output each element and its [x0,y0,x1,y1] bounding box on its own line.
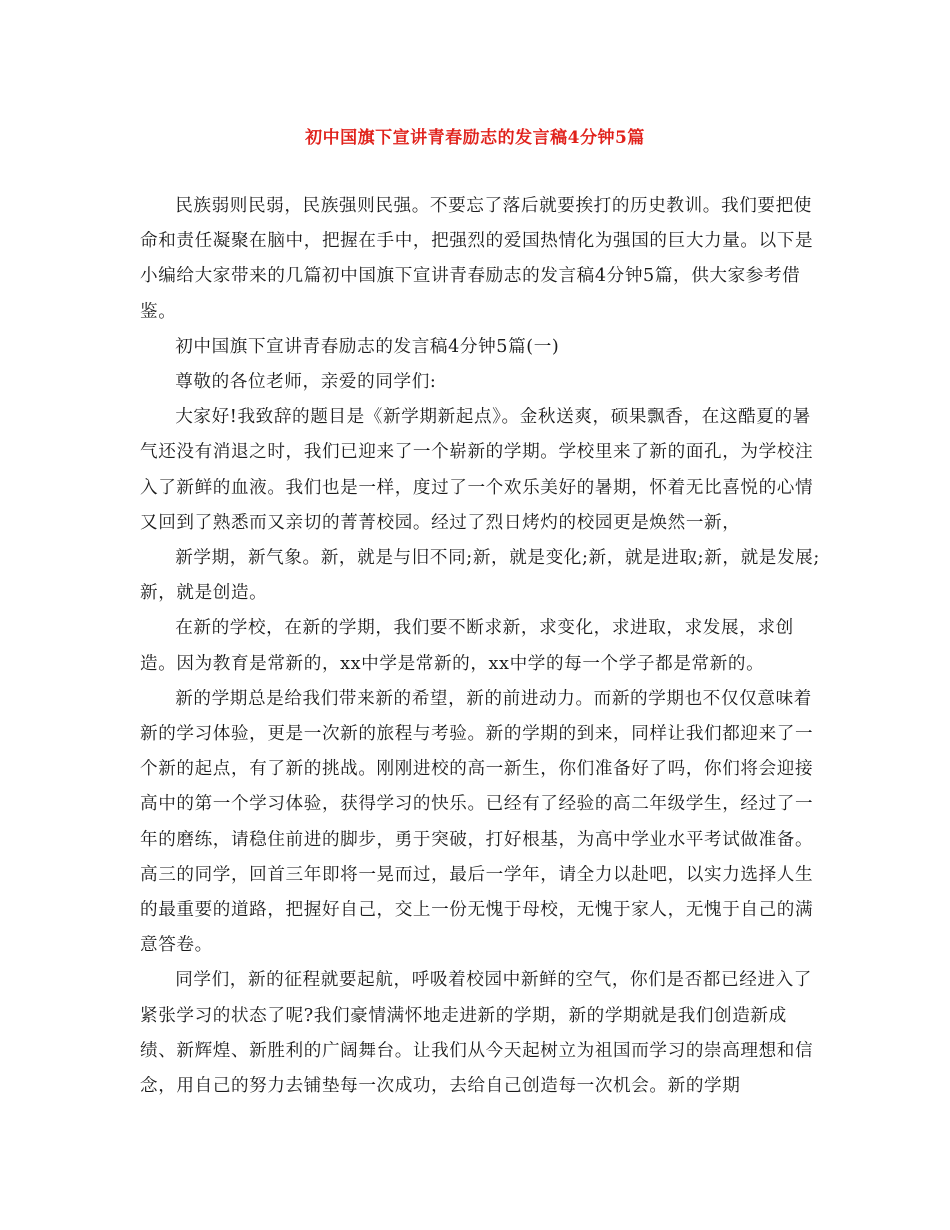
paragraph-section-heading: 初中国旗下宣讲青春励志的发言稿4分钟5篇(一) [175,336,560,357]
paragraph-greeting: 大家好!我致辞的题目是《新学期新起点》。金秋送爽，硕果飘香，在这酷夏的暑气还没有消退之时，我们已迎来了一个崭新的学期。学校里来了新的面孔，为学校注入了新鲜的血液。我们也是一样，度过了一个欢乐美好的暑期，怀着无比喜悦的心情又回到了熟悉而又亲切的菁菁校园。经过了烈日烤灼的校园更是焕然一新， [140,407,814,533]
paragraph-new-semester: 新学期，新气象。新，就是与旧不同;新，就是变化;新，就是进取;新，就是发展;新，就是创造。 [140,548,820,604]
paragraph-classmates: 同学们，新的征程就要起航，呼吸着校园中新鲜的空气，你们是否都已经进入了紧张学习的状态了呢?我们豪情满怀地走进新的学期，新的学期就是我们创造新成绩、新辉煌、新胜利的广阔舞台。让我们从今天起树立为祖国而学习的崇高理想和信念，用自己的努力去铺垫每一次成功，去给自己创造每一次机会。新的学期 [140,970,814,1097]
document-body [140,189,820,1104]
paragraph-intro: 民族弱则民弱，民族强则民强。不要忘了落后就要挨打的历史教训。我们要把使命和责任凝聚在脑中，把握在手中，把强烈的爱国热情化为强国的巨大力量。以下是小编给大家带来的几篇初中国旗下宣讲青春励志的发言稿4分钟5篇，供大家参考借鉴。 [140,196,814,322]
document-title: 初中国旗下宣讲青春励志的发言稿4分钟5篇 [305,128,645,148]
paragraph-salutation: 尊敬的各位老师，亲爱的同学们: [175,372,437,393]
paragraph-new-hope: 新的学期总是给我们带来新的希望，新的前进动力。而新的学期也不仅仅意味着新的学习体验，更是一次新的旅程与考验。新的学期的到来，同样让我们都迎来了一个新的起点，有了新的挑战。刚刚进校的高一新生，你们准备好了吗，你们将会迎接高中的第一个学习体验，获得学习的快乐。已经有了经验的高二年级学生，经过了一年的磨练，请稳住前进的脚步，勇于突破，打好根基，为高中学业水平考试做准备。高三的同学，回首三年即将一晃而过，最后一学年，请全力以赴吧，以实力选择人生的最重要的道路，把握好自己，交上一份无愧于母校，无愧于家人，无愧于自己的满意答卷。 [140,688,814,956]
paragraph-new-school: 在新的学校，在新的学期，我们要不断求新，求变化，求进取，求发展，求创造。因为教育是常新的，xx中学是常新的，xx中学的每一个学子都是常新的。 [140,618,794,674]
